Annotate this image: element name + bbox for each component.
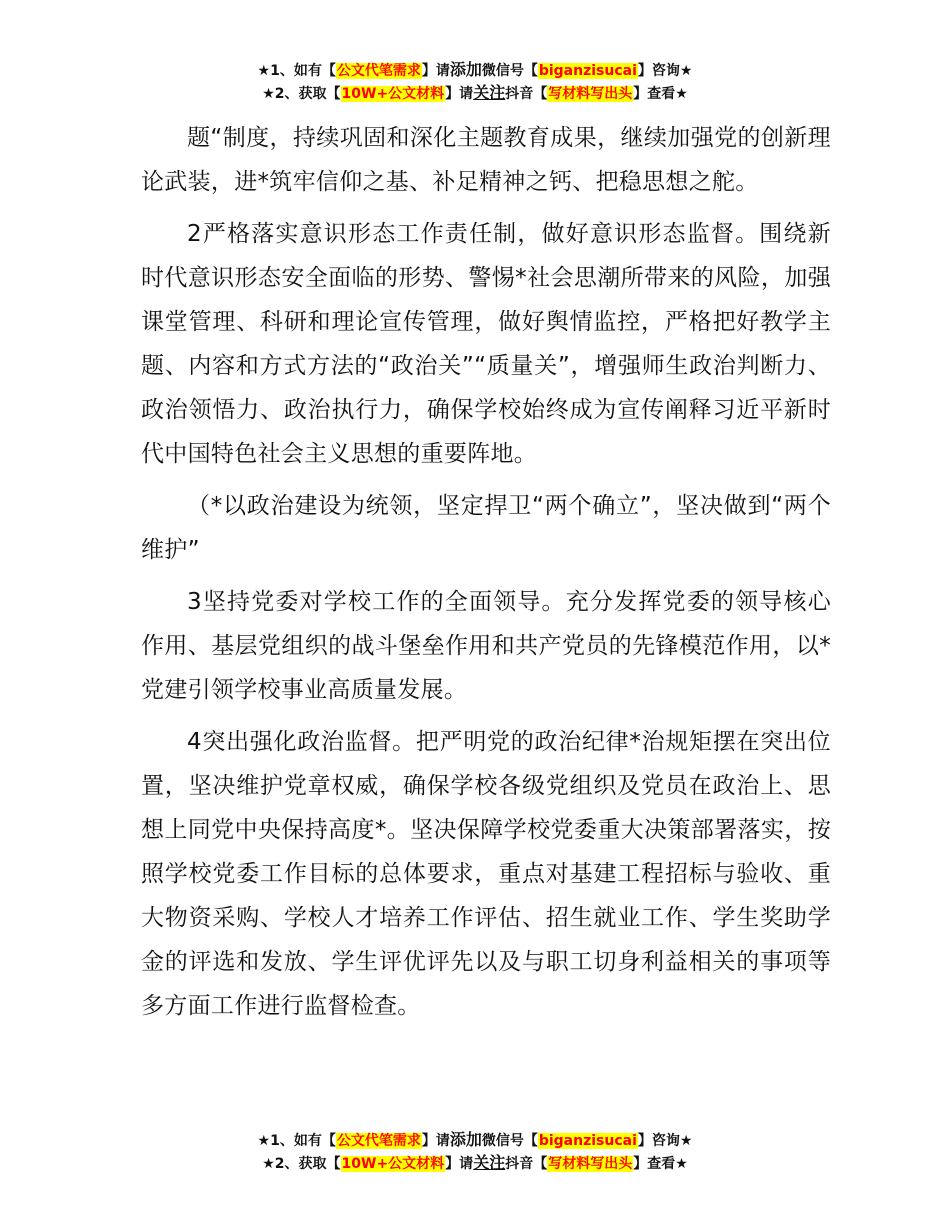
footer-line-2-mid2: 抖音【 bbox=[505, 1156, 548, 1172]
footer-line-2-highlight-douyin: 写材料写出头 bbox=[548, 1156, 633, 1172]
banner-line-2-prefix: ★2、获取【 bbox=[262, 86, 341, 102]
banner-line-2-mid2: 抖音【 bbox=[505, 86, 548, 102]
document-body bbox=[141, 116, 831, 1036]
footer-banner bbox=[0, 1129, 950, 1175]
footer-line-1-mid: 】请 bbox=[421, 1133, 450, 1149]
banner-line-1-highlight-wechat: biganzisucai bbox=[538, 63, 637, 79]
footer-line-2-emphasis: 关注 bbox=[473, 1153, 506, 1172]
banner-line-2-emphasis: 关注 bbox=[473, 83, 506, 102]
banner-line-1-emphasis: 添加 bbox=[449, 60, 482, 79]
banner-line-1-mid: 】请 bbox=[421, 63, 450, 79]
footer-line-2-prefix: ★2、获取【 bbox=[262, 1156, 341, 1172]
footer-line-1 bbox=[0, 1129, 950, 1152]
footer-line-2 bbox=[0, 1152, 950, 1175]
footer-line-2-suffix: 】查看★ bbox=[633, 1156, 688, 1172]
header-banner bbox=[0, 59, 950, 105]
paragraph-2: 2严格落实意识形态工作责任制，做好意识形态监督。围绕新时代意识形态安全面临的形势、警惕*社会思潮所带来的风险，加强课堂管理、科研和理论宣传管理，做好舆情监控，严格把好教学主题、内容和方式方法的“政治关”“质量关”，增强师生政治判断力、政治领悟力、政治执行力，确保学校始终成为宣传阐释习近平新时代中国特色社会主义思想的重要阵地。 bbox=[141, 221, 831, 467]
footer-line-1-suffix: 】咨询★ bbox=[637, 1133, 693, 1149]
paragraph-5: 4突出强化政治监督。把严明党的政治纪律*治规矩摆在突出位置，坚决维护党章权威，确保学校各级党组织及党员在政治上、思想上同党中央保持高度*。坚决保障学校党委重大决策部署落实，按照学校党委工作目标的总体要求，重点对基建工程招标与验收、重大物资采购、学校人才培养工作评估、招生就业工作、学生奖助学金的评选和发放、学生评优评先以及与职工切身利益相关的事项等多方面工作进行监督检查。 bbox=[141, 729, 831, 1019]
footer-line-2-highlight-materials: 10W+公文材料 bbox=[341, 1156, 445, 1172]
paragraph-1: 题“制度，持续巩固和深化主题教育成果，继续加强党的创新理论武装，进*筑牢信仰之基、补足精神之钙、把稳思想之舵。 bbox=[141, 125, 831, 195]
banner-line-2-highlight-douyin: 写材料写出头 bbox=[548, 86, 633, 102]
footer-line-1-emphasis: 添加 bbox=[449, 1130, 482, 1149]
banner-line-2 bbox=[0, 82, 950, 105]
footer-line-1-highlight-service: 公文代笔需求 bbox=[336, 1133, 421, 1149]
footer-line-2-mid: 】请 bbox=[445, 1156, 474, 1172]
banner-line-1-mid2: 微信号【 bbox=[481, 63, 538, 79]
footer-line-1-prefix: ★1、如有【 bbox=[257, 1133, 336, 1149]
banner-line-1-suffix: 】咨询★ bbox=[637, 63, 693, 79]
footer-line-1-mid2: 微信号【 bbox=[481, 1133, 538, 1149]
banner-line-1-highlight-service: 公文代笔需求 bbox=[336, 63, 421, 79]
footer-line-1-highlight-wechat: biganzisucai bbox=[538, 1133, 637, 1149]
paragraph-4: 3坚持党委对学校工作的全面领导。充分发挥党委的领导核心作用、基层党组织的战斗堡垒作用和共产党员的先锋模范作用，以*党建引领学校事业高质量发展。 bbox=[141, 589, 831, 703]
banner-line-1-prefix: ★1、如有【 bbox=[257, 63, 336, 79]
banner-line-2-suffix: 】查看★ bbox=[633, 86, 688, 102]
banner-line-2-mid: 】请 bbox=[445, 86, 474, 102]
paragraph-3: （*以政治建设为统领，坚定捍卫“两个确立”，坚决做到“两个维护” bbox=[141, 493, 831, 563]
banner-line-1 bbox=[0, 59, 950, 82]
banner-line-2-highlight-materials: 10W+公文材料 bbox=[341, 86, 445, 102]
